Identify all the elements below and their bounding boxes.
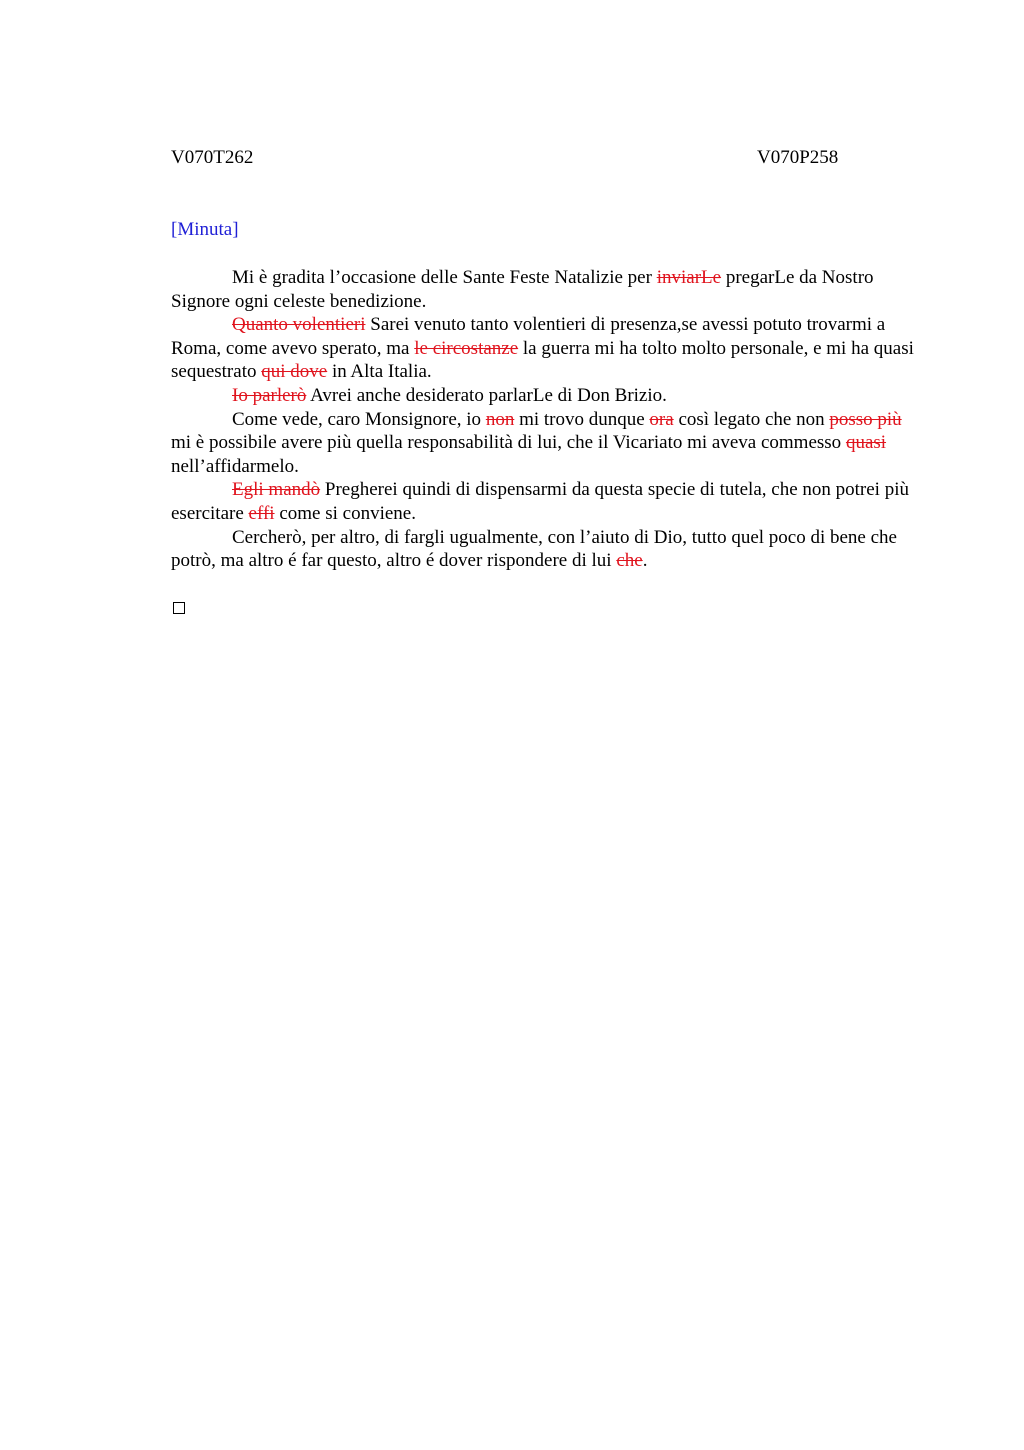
paragraph-3 — [171, 384, 923, 408]
deleted-text: non — [485, 408, 515, 430]
text-segment: come si conviene. — [274, 502, 416, 524]
paragraph-2 — [171, 313, 923, 384]
text-segment: mi è possibile avere più quella responsabilità di lui, che il Vicariato mi aveva commesso — [171, 432, 846, 454]
text-segment: nell’affidarmelo. — [171, 455, 299, 477]
document-code-left: V070T262 — [171, 147, 254, 168]
deleted-text: Io parlerò — [232, 384, 307, 406]
deleted-text: posso più — [829, 408, 902, 430]
text-segment: . — [642, 550, 648, 572]
paragraph-4 — [171, 408, 923, 479]
text-segment: in Alta Italia. — [327, 361, 432, 383]
text-segment: così legato che non — [673, 408, 830, 430]
deleted-text: effi — [248, 502, 275, 524]
text-segment: Avrei anche desiderato parlarLe di Don Brizio. — [306, 384, 667, 406]
deleted-text: qui dove — [261, 361, 328, 383]
text-segment: Sarei venuto tanto volentieri di presenza,se avessi potuto trovarmi a Roma, come avevo sperato, ma — [171, 314, 886, 359]
letter-body — [171, 266, 923, 573]
deleted-text: Quanto volentieri — [232, 314, 366, 336]
text-segment: Mi è gradita l’occasione delle Sante Feste Natalizie per — [232, 267, 657, 288]
text-segment: mi trovo dunque — [514, 408, 650, 430]
paragraph-6 — [171, 526, 923, 573]
text-segment: Come vede, caro Monsignore, io — [232, 408, 486, 430]
text-segment: la guerra mi ha tolto molto personale, e mi ha quasi sequestrato — [171, 337, 914, 383]
text-segment: pregarLe da Nostro Signore ogni celeste benedizione. — [171, 267, 874, 312]
deleted-text: che — [616, 550, 643, 572]
empty-square-icon — [173, 602, 185, 614]
document-code-right: V070P258 — [757, 147, 839, 168]
minuta-label: [Minuta] — [171, 219, 239, 240]
deleted-text: quasi — [845, 432, 887, 454]
text-segment: Cercherò, per altro, di fargli ugualmente, con l’aiuto di Dio, tutto quel poco di bene che potrò, ma altro é far questo, altro é dover rispondere di lui — [171, 526, 897, 572]
deleted-text: inviarLe — [656, 267, 722, 288]
deleted-text: le circostanze — [414, 337, 519, 359]
paragraph-1 — [171, 266, 923, 313]
deleted-text: ora — [649, 408, 674, 430]
paragraph-5 — [171, 478, 923, 525]
deleted-text: Egli mandò — [232, 479, 321, 501]
text-segment: Pregherei quindi di dispensarmi da questa specie di tutela, che non potrei più esercitare — [171, 479, 909, 524]
